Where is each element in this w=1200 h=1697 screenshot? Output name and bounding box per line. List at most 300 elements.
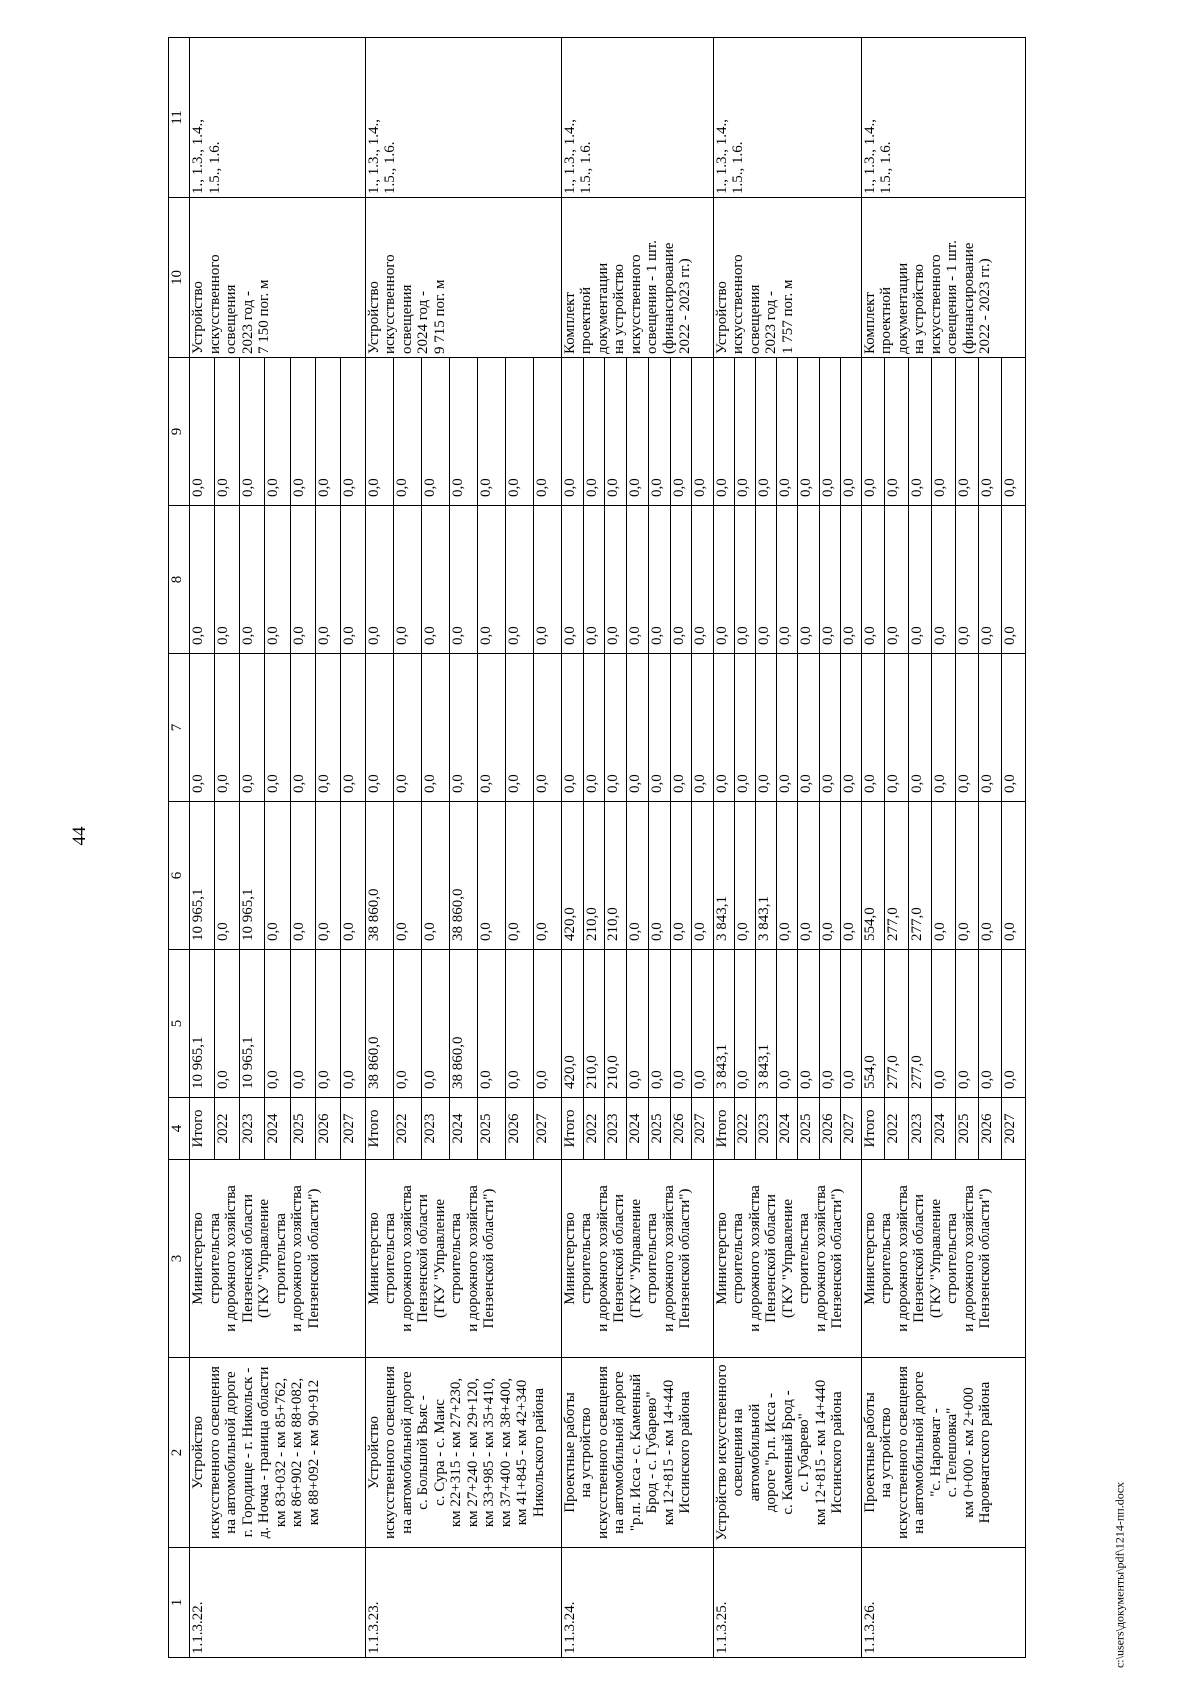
value-cell-c9: 0,0: [861, 358, 884, 506]
value-cell-c6: 210,0: [583, 802, 605, 950]
cell-line: на автомобильной дороге: [611, 1371, 628, 1534]
value-cell-c7: 0,0: [777, 654, 798, 802]
value-cell-c7: 0,0: [215, 654, 240, 802]
cell-line: на устройство: [878, 1407, 895, 1498]
value-cell-c9: 0,0: [265, 358, 290, 506]
value-cell-c5: 0,0: [505, 950, 533, 1098]
value-cell-c6: 0,0: [955, 802, 978, 950]
cell-line: 2023 год -: [763, 291, 780, 354]
cell-line: и дорожного хозяйства: [223, 1185, 239, 1332]
cell-line: Устройство искусственного: [713, 1364, 730, 1541]
value-cell-c8: 0,0: [583, 506, 605, 654]
cell-line: 1., 1.3., 1.4.,: [861, 119, 878, 194]
cell-line: освещения - 1 шт.: [944, 240, 961, 354]
cell-line: Иссинского района: [677, 1391, 694, 1514]
year-cell: 2022: [885, 1098, 908, 1160]
table-row: [365, 38, 393, 1658]
cell-line: Наровчатского района: [977, 1381, 994, 1524]
cell-line: строительства: [448, 1213, 465, 1304]
column-number-row: [169, 38, 190, 1658]
cell-line: на автомобильной дороге: [398, 1371, 415, 1534]
cell-line: 1., 1.3., 1.4.,: [561, 119, 578, 194]
value-cell-c8: 0,0: [265, 506, 290, 654]
year-cell: 2026: [315, 1098, 340, 1160]
value-cell-c7: 0,0: [692, 654, 714, 802]
cell-line: Пензенской области: [763, 1194, 780, 1323]
value-cell-c8: 0,0: [713, 506, 734, 654]
value-cell-c7: 0,0: [393, 654, 421, 802]
year-cell: 2024: [777, 1098, 798, 1160]
year-cell: 2026: [670, 1098, 692, 1160]
table-row: [713, 38, 734, 1658]
value-cell-c6: 0,0: [692, 802, 714, 950]
value-cell-c6: 38 860,0: [449, 802, 477, 950]
year-cell: 2024: [449, 1098, 477, 1160]
cell-line: и дорожного хозяйства: [746, 1185, 763, 1332]
value-cell-c5: 0,0: [692, 950, 714, 1098]
row-id-cell: 1.1.3.22.: [190, 1548, 366, 1658]
value-cell-c8: 0,0: [340, 506, 365, 654]
cell-line: освещения на автомобильной: [730, 1403, 763, 1502]
value-cell-c7: 0,0: [735, 654, 756, 802]
value-cell-c7: 0,0: [627, 654, 649, 802]
year-cell: Итого: [365, 1098, 393, 1160]
cell-line: и дорожного хозяйства: [398, 1185, 415, 1332]
row-result-cell: [561, 198, 713, 358]
value-cell-c8: 0,0: [777, 506, 798, 654]
col-header-6: 6: [169, 802, 190, 950]
page-number: 44: [69, 826, 90, 846]
table-row: [561, 38, 583, 1658]
cell-line: (финансирование: [960, 242, 977, 354]
year-cell: 2027: [533, 1098, 561, 1160]
value-cell-c7: 0,0: [955, 654, 978, 802]
year-cell: 2022: [735, 1098, 756, 1160]
year-cell: Итого: [561, 1098, 583, 1160]
cell-line: строительства: [382, 1213, 399, 1304]
value-cell-c6: 277,0: [885, 802, 908, 950]
cell-line: Иссинского района: [829, 1391, 846, 1514]
row-result-cell: [861, 198, 1025, 358]
col-header-10: 10: [169, 198, 190, 358]
col-header-1: 1: [169, 1548, 190, 1658]
row-executor-cell: [713, 1160, 861, 1358]
value-cell-c6: 210,0: [605, 802, 627, 950]
value-cell-c7: 0,0: [908, 654, 931, 802]
cell-line: дороге "р.п. Исса -: [763, 1392, 780, 1513]
value-cell-c5: 554,0: [861, 950, 884, 1098]
cell-line: и дорожного хозяйства: [660, 1185, 677, 1332]
value-cell-c6: 0,0: [393, 802, 421, 950]
col-header-11: 11: [169, 38, 190, 198]
value-cell-c6: 0,0: [735, 802, 756, 950]
value-cell-c8: 0,0: [861, 506, 884, 654]
value-cell-c7: 0,0: [756, 654, 777, 802]
cell-line: (ГКУ "Управление: [431, 1198, 448, 1319]
value-cell-c5: 210,0: [605, 950, 627, 1098]
value-cell-c7: 0,0: [861, 654, 884, 802]
cell-line: искусственного: [627, 254, 644, 354]
value-cell-c6: 38 860,0: [365, 802, 393, 950]
value-cell-c9: 0,0: [735, 358, 756, 506]
cell-line: Министерство: [561, 1212, 578, 1305]
year-cell: 2027: [692, 1098, 714, 1160]
value-cell-c8: 0,0: [315, 506, 340, 654]
value-cell-c8: 0,0: [477, 506, 505, 654]
year-cell: 2022: [583, 1098, 605, 1160]
value-cell-c8: 0,0: [908, 506, 931, 654]
row-name-cell: [365, 1358, 561, 1548]
cell-line: на устройство: [611, 263, 628, 354]
value-cell-c9: 0,0: [215, 358, 240, 506]
col-header-8: 8: [169, 506, 190, 654]
value-cell-c8: 0,0: [735, 506, 756, 654]
value-cell-c8: 0,0: [449, 506, 477, 654]
value-cell-c9: 0,0: [932, 358, 955, 506]
value-cell-c6: 554,0: [861, 802, 884, 950]
value-cell-c7: 0,0: [798, 654, 819, 802]
cell-line: 2023 год -: [239, 291, 256, 354]
value-cell-c9: 0,0: [340, 358, 365, 506]
value-cell-c5: 277,0: [885, 950, 908, 1098]
year-cell: 2022: [215, 1098, 240, 1160]
value-cell-c9: 0,0: [290, 358, 315, 506]
value-cell-c7: 0,0: [885, 654, 908, 802]
value-cell-c8: 0,0: [240, 506, 265, 654]
cell-line: искусственного: [730, 254, 747, 354]
year-cell: 2023: [240, 1098, 265, 1160]
value-cell-c5: 0,0: [1002, 950, 1025, 1098]
value-cell-c5: 210,0: [583, 950, 605, 1098]
value-cell-c9: 0,0: [885, 358, 908, 506]
year-cell: 2026: [505, 1098, 533, 1160]
row-id-cell: 1.1.3.25.: [713, 1548, 861, 1658]
value-cell-c9: 0,0: [421, 358, 449, 506]
cell-line: с. Телешовка": [944, 1407, 961, 1498]
value-cell-c6: 0,0: [505, 802, 533, 950]
cell-line: строительства: [644, 1213, 661, 1304]
cell-line: км 41+845 - км 42+340: [514, 1379, 531, 1526]
value-cell-c5: 0,0: [315, 950, 340, 1098]
value-cell-c8: 0,0: [932, 506, 955, 654]
cell-line: Устройство: [713, 281, 730, 354]
value-cell-c5: 0,0: [393, 950, 421, 1098]
value-cell-c8: 0,0: [1002, 506, 1025, 654]
value-cell-c6: 0,0: [421, 802, 449, 950]
value-cell-c6: 0,0: [340, 802, 365, 950]
value-cell-c5: 0,0: [955, 950, 978, 1098]
cell-line: "с. Наровчат -: [927, 1408, 944, 1497]
cell-line: 2022 - 2023 гг.): [977, 258, 994, 354]
value-cell-c8: 0,0: [215, 506, 240, 654]
value-cell-c9: 0,0: [648, 358, 670, 506]
value-cell-c9: 0,0: [955, 358, 978, 506]
value-cell-c6: 420,0: [561, 802, 583, 950]
value-cell-c6: 0,0: [819, 802, 840, 950]
value-cell-c6: 0,0: [477, 802, 505, 950]
year-cell: 2024: [932, 1098, 955, 1160]
cell-line: документации: [894, 262, 911, 354]
cell-line: с. Большой Вьяс -: [415, 1395, 432, 1510]
value-cell-c9: 0,0: [627, 358, 649, 506]
value-cell-c7: 0,0: [840, 654, 861, 802]
year-cell: 2024: [265, 1098, 290, 1160]
value-cell-c8: 0,0: [627, 506, 649, 654]
value-cell-c6: 0,0: [290, 802, 315, 950]
value-cell-c6: 0,0: [265, 802, 290, 950]
cell-line: Проектные работы: [861, 1392, 878, 1513]
cell-line: км 37+400 - км 38+400,: [497, 1377, 514, 1528]
value-cell-c9: 0,0: [713, 358, 734, 506]
col-header-4: 4: [169, 1098, 190, 1160]
value-cell-c6: 3 843,1: [756, 802, 777, 950]
cell-line: (ГКУ "Управление: [627, 1198, 644, 1319]
cell-line: Проектные работы: [561, 1392, 578, 1513]
col-header-3: 3: [169, 1160, 190, 1358]
row-id-cell: 1.1.3.23.: [365, 1548, 561, 1658]
cell-line: 2022 - 2023 гг.): [677, 258, 694, 354]
year-cell: 2025: [477, 1098, 505, 1160]
value-cell-c7: 0,0: [449, 654, 477, 802]
value-cell-c5: 0,0: [290, 950, 315, 1098]
value-cell-c8: 0,0: [756, 506, 777, 654]
value-cell-c8: 0,0: [798, 506, 819, 654]
cell-line: 1., 1.3., 1.4.,: [365, 119, 382, 194]
year-cell: 2025: [648, 1098, 670, 1160]
value-cell-c7: 0,0: [190, 654, 215, 802]
row-name-cell: [190, 1358, 366, 1548]
value-cell-c7: 0,0: [340, 654, 365, 802]
row-result-cell: [713, 198, 861, 358]
cell-line: 1.5., 1.6.: [578, 141, 595, 194]
value-cell-c6: 0,0: [648, 802, 670, 950]
value-cell-c7: 0,0: [670, 654, 692, 802]
cell-line: д. Ночка - граница области: [256, 1366, 272, 1539]
row-ref-cell: [190, 38, 366, 198]
value-cell-c5: 38 860,0: [365, 950, 393, 1098]
year-cell: 2025: [798, 1098, 819, 1160]
value-cell-c7: 0,0: [713, 654, 734, 802]
row-result-cell: [365, 198, 561, 358]
rotated-table-container: [168, 38, 1100, 1658]
value-cell-c5: 38 860,0: [449, 950, 477, 1098]
cell-line: Пензенской области"): [677, 1188, 694, 1329]
year-cell: 2027: [1002, 1098, 1025, 1160]
table-row: [861, 38, 884, 1658]
cell-line: и дорожного хозяйства: [812, 1185, 829, 1332]
value-cell-c5: 3 843,1: [713, 950, 734, 1098]
row-name-cell: [561, 1358, 713, 1548]
value-cell-c6: 0,0: [1002, 802, 1025, 950]
program-table: [168, 37, 1026, 1658]
row-id-cell: 1.1.3.24.: [561, 1548, 713, 1658]
value-cell-c5: 420,0: [561, 950, 583, 1098]
value-cell-c9: 0,0: [477, 358, 505, 506]
value-cell-c8: 0,0: [561, 506, 583, 654]
value-cell-c8: 0,0: [365, 506, 393, 654]
value-cell-c6: 10 965,1: [240, 802, 265, 950]
value-cell-c6: 0,0: [979, 802, 1002, 950]
cell-line: Министерство: [861, 1212, 878, 1305]
cell-line: освещения: [398, 284, 415, 354]
value-cell-c6: 3 843,1: [713, 802, 734, 950]
value-cell-c8: 0,0: [670, 506, 692, 654]
cell-line: проектной: [878, 286, 895, 354]
cell-line: Пензенской области: [415, 1194, 432, 1323]
cell-line: Министерство: [713, 1212, 730, 1305]
cell-line: (финансирование: [660, 242, 677, 354]
cell-line: строительства: [578, 1213, 595, 1304]
cell-line: искусственного освещения: [894, 1366, 911, 1539]
cell-line: строительства: [272, 1213, 289, 1304]
cell-line: Брод - с. Губарево": [644, 1391, 661, 1514]
cell-line: 1.5., 1.6.: [382, 141, 399, 194]
cell-line: на устройство: [911, 263, 928, 354]
row-executor-cell: [861, 1160, 1025, 1358]
cell-line: км 86+902 - км 88+082,: [289, 1377, 305, 1528]
value-cell-c6: 0,0: [932, 802, 955, 950]
value-cell-c8: 0,0: [533, 506, 561, 654]
row-name-cell: [713, 1358, 861, 1548]
value-cell-c5: 0,0: [735, 950, 756, 1098]
value-cell-c6: 0,0: [777, 802, 798, 950]
footer-file-path: c:\users\документы\pdf\1214-пп.docx: [1112, 1481, 1127, 1669]
year-cell: Итого: [190, 1098, 215, 1160]
cell-line: км 83+032 - км 85+762,: [272, 1377, 289, 1528]
value-cell-c7: 0,0: [240, 654, 265, 802]
value-cell-c6: 0,0: [627, 802, 649, 950]
value-cell-c9: 0,0: [240, 358, 265, 506]
cell-line: Пензенской области"): [977, 1188, 994, 1329]
cell-line: Пензенской области"): [481, 1188, 498, 1329]
value-cell-c8: 0,0: [190, 506, 215, 654]
value-cell-c9: 0,0: [777, 358, 798, 506]
cell-line: Министерство: [190, 1212, 206, 1305]
value-cell-c8: 0,0: [955, 506, 978, 654]
cell-line: искусственного: [382, 254, 399, 354]
cell-line: Устройство: [365, 281, 382, 354]
cell-line: Пензенской области: [611, 1194, 628, 1323]
value-cell-c5: 10 965,1: [190, 950, 215, 1098]
value-cell-c5: 0,0: [215, 950, 240, 1098]
value-cell-c9: 0,0: [908, 358, 931, 506]
col-header-9: 9: [169, 358, 190, 506]
cell-line: км 22+315 - км 27+230,: [448, 1377, 465, 1528]
cell-line: км 12+815 - км 14+440: [660, 1379, 677, 1526]
row-id-cell: 1.1.3.26.: [861, 1548, 1025, 1658]
value-cell-c8: 0,0: [393, 506, 421, 654]
year-cell: 2025: [290, 1098, 315, 1160]
value-cell-c8: 0,0: [421, 506, 449, 654]
cell-line: (ГКУ "Управление: [927, 1198, 944, 1319]
cell-line: искусственного освещения: [382, 1366, 399, 1539]
cell-line: искусственного освещения: [206, 1366, 223, 1539]
value-cell-c6: 0,0: [315, 802, 340, 950]
year-cell: 2023: [908, 1098, 931, 1160]
cell-line: г. Городище - г. Никольск -: [239, 1367, 256, 1538]
cell-line: Устройство: [190, 1416, 206, 1489]
value-cell-c9: 0,0: [979, 358, 1002, 506]
value-cell-c7: 0,0: [819, 654, 840, 802]
cell-line: км 88+092 - км 90+912: [305, 1379, 322, 1526]
cell-line: и дорожного хозяйства: [289, 1185, 305, 1332]
table-body: [190, 38, 1026, 1658]
cell-line: 1.5., 1.6.: [878, 141, 895, 194]
row-result-cell: [190, 198, 366, 358]
cell-line: Комплект: [561, 292, 578, 354]
value-cell-c5: 0,0: [819, 950, 840, 1098]
cell-line: освещения: [746, 284, 763, 354]
cell-line: искусственного освещения: [594, 1366, 611, 1539]
cell-line: Пензенской области: [239, 1194, 256, 1323]
year-cell: Итого: [713, 1098, 734, 1160]
value-cell-c7: 0,0: [290, 654, 315, 802]
value-cell-c9: 0,0: [670, 358, 692, 506]
value-cell-c9: 0,0: [1002, 358, 1025, 506]
cell-line: строительства: [206, 1213, 223, 1304]
cell-line: с. Каменный Брод -: [779, 1390, 796, 1515]
table-row: [190, 38, 215, 1658]
value-cell-c8: 0,0: [692, 506, 714, 654]
cell-line: (ГКУ "Управление: [779, 1198, 796, 1319]
cell-line: км 27+240 - км 29+120,: [464, 1377, 481, 1528]
value-cell-c7: 0,0: [505, 654, 533, 802]
value-cell-c7: 0,0: [421, 654, 449, 802]
cell-line: 1., 1.3., 1.4.,: [713, 119, 730, 194]
row-executor-cell: [190, 1160, 366, 1358]
value-cell-c9: 0,0: [505, 358, 533, 506]
value-cell-c5: 0,0: [777, 950, 798, 1098]
value-cell-c7: 0,0: [265, 654, 290, 802]
col-header-2: 2: [169, 1358, 190, 1548]
value-cell-c7: 0,0: [533, 654, 561, 802]
value-cell-c7: 0,0: [979, 654, 1002, 802]
value-cell-c5: 10 965,1: [240, 950, 265, 1098]
cell-line: на автомобильной дороге: [223, 1371, 239, 1534]
col-header-7: 7: [169, 654, 190, 802]
year-cell: 2027: [840, 1098, 861, 1160]
row-ref-cell: [365, 38, 561, 198]
value-cell-c7: 0,0: [315, 654, 340, 802]
value-cell-c7: 0,0: [477, 654, 505, 802]
row-ref-cell: [561, 38, 713, 198]
value-cell-c5: 0,0: [477, 950, 505, 1098]
cell-line: 1., 1.3., 1.4.,: [190, 119, 206, 194]
year-cell: 2023: [421, 1098, 449, 1160]
value-cell-c6: 10 965,1: [190, 802, 215, 950]
cell-line: 2024 год -: [415, 291, 432, 354]
value-cell-c5: 3 843,1: [756, 950, 777, 1098]
year-cell: 2027: [340, 1098, 365, 1160]
value-cell-c5: 0,0: [798, 950, 819, 1098]
cell-line: "р.п. Исса - с. Каменный: [627, 1373, 644, 1532]
value-cell-c8: 0,0: [648, 506, 670, 654]
value-cell-c8: 0,0: [605, 506, 627, 654]
value-cell-c7: 0,0: [561, 654, 583, 802]
value-cell-c6: 0,0: [798, 802, 819, 950]
value-cell-c7: 0,0: [932, 654, 955, 802]
value-cell-c9: 0,0: [533, 358, 561, 506]
cell-line: на устройство: [578, 1407, 595, 1498]
year-cell: 2022: [393, 1098, 421, 1160]
value-cell-c5: 0,0: [265, 950, 290, 1098]
cell-line: проектной: [578, 286, 595, 354]
value-cell-c5: 0,0: [627, 950, 649, 1098]
cell-line: на автомобильной дороге: [911, 1371, 928, 1534]
value-cell-c6: 277,0: [908, 802, 931, 950]
cell-line: строительства: [944, 1213, 961, 1304]
value-cell-c9: 0,0: [840, 358, 861, 506]
